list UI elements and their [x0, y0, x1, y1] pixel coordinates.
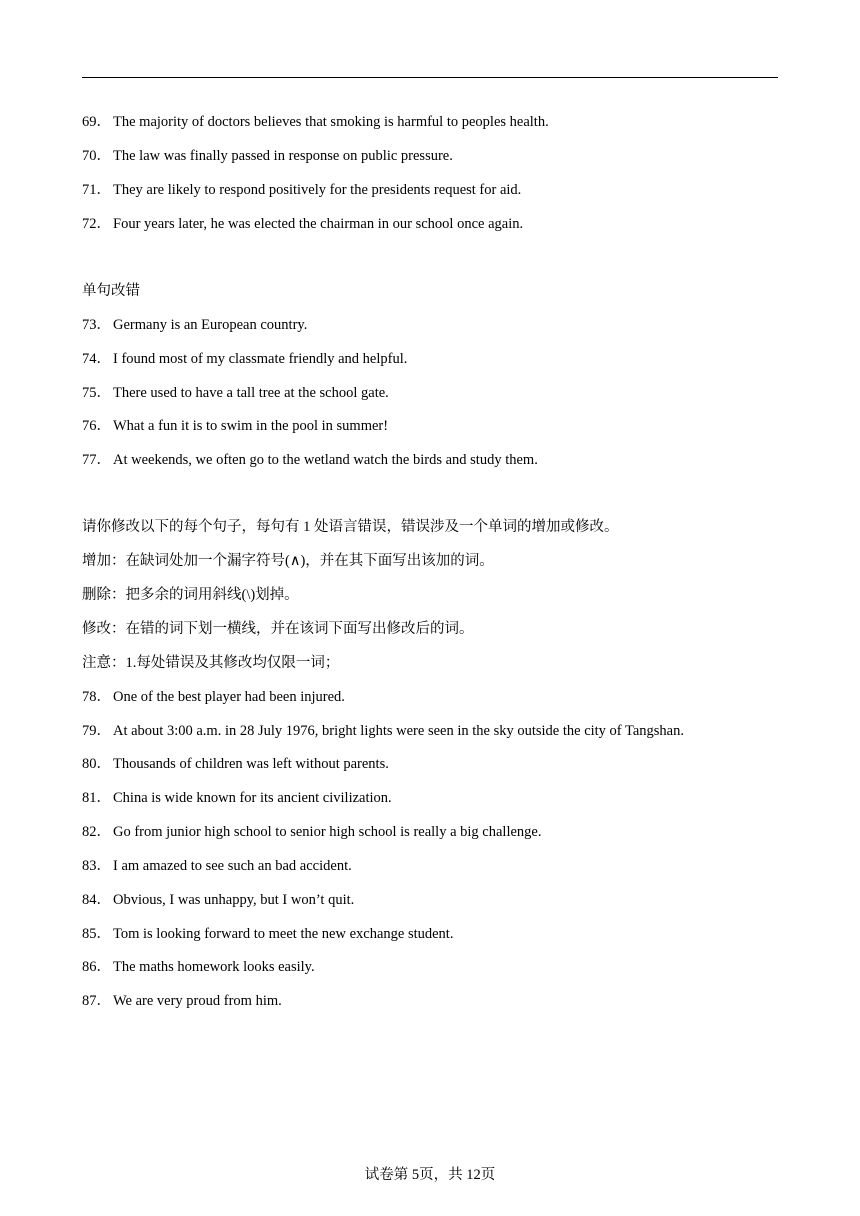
question-number: 79．	[82, 723, 111, 739]
question-number: 80．	[82, 756, 111, 772]
question-number: 78．	[82, 689, 111, 705]
question-text: There used to have a tall tree at the school gate.	[113, 385, 389, 401]
question-text: The law was finally passed in response on public pressure.	[113, 148, 453, 164]
question-82	[82, 823, 541, 841]
question-text: We are very proud from him.	[113, 993, 282, 1009]
question-73	[82, 316, 307, 334]
question-number: 69．	[82, 114, 111, 130]
question-number: 86．	[82, 959, 111, 975]
question-84	[82, 891, 354, 909]
instruction-line: 修改：在错的词下划一横线，并在该词下面写出修改后的词。	[82, 621, 474, 637]
question-number: 75．	[82, 385, 111, 401]
question-number: 72．	[82, 216, 111, 232]
question-text: At weekends, we often go to the wetland watch the birds and study them.	[113, 452, 538, 468]
question-text: Thousands of children was left without parents.	[113, 756, 389, 772]
question-number: 81．	[82, 790, 111, 806]
question-74	[82, 350, 407, 368]
question-70	[82, 147, 453, 165]
question-number: 73．	[82, 317, 111, 333]
question-86	[82, 958, 315, 976]
question-71	[82, 181, 521, 199]
question-77	[82, 451, 538, 469]
question-text: At about 3:00 a.m. in 28 July 1976, bright lights were seen in the sky outside the city of Tangshan.	[113, 723, 684, 739]
question-83	[82, 857, 352, 875]
question-text: China is wide known for its ancient civilization.	[113, 790, 392, 806]
question-number: 77．	[82, 452, 111, 468]
question-number: 71．	[82, 182, 111, 198]
question-text: What a fun it is to swim in the pool in summer!	[113, 418, 389, 434]
question-87	[82, 992, 282, 1010]
question-72	[82, 215, 523, 233]
question-79	[82, 722, 684, 740]
question-80	[82, 755, 389, 773]
question-text: They are likely to respond positively for the presidents request for aid.	[113, 182, 522, 198]
instruction-line: 删除：把多余的词用斜线(\)划掉。	[82, 587, 299, 603]
question-text: The majority of doctors believes that smoking is harmful to peoples health.	[113, 114, 549, 130]
question-text: Obvious, I was unhappy, but I won’t quit.	[113, 892, 355, 908]
question-text: Germany is an European country.	[113, 317, 308, 333]
question-85	[82, 925, 453, 943]
question-text: Four years later, he was elected the chairman in our school once again.	[113, 216, 524, 232]
question-76	[82, 417, 388, 435]
instruction-line: 注意：1.每处错误及其修改均仅限一词；	[82, 655, 340, 671]
question-number: 87．	[82, 993, 111, 1009]
question-text: The maths homework looks easily.	[113, 959, 315, 975]
question-text: Go from junior high school to senior high school is really a big challenge.	[113, 824, 542, 840]
question-number: 83．	[82, 858, 111, 874]
question-number: 85．	[82, 926, 111, 942]
instruction-line: 请你修改以下的每个句子，每句有 1 处语言错误，错误涉及一个单词的增加或修改。	[82, 519, 619, 535]
header-rule	[82, 77, 778, 78]
question-number: 70．	[82, 148, 111, 164]
question-number: 76．	[82, 418, 111, 434]
question-text: Tom is looking forward to meet the new exchange student.	[113, 926, 454, 942]
question-81	[82, 789, 392, 807]
question-number: 74．	[82, 351, 111, 367]
question-69	[82, 113, 549, 131]
instruction-line: 增加：在缺词处加一个漏字符号(∧)，并在其下面写出该加的词。	[82, 553, 494, 569]
question-text: One of the best player had been injured.	[113, 689, 345, 705]
section-heading: 单句改错	[82, 283, 140, 299]
question-number: 84．	[82, 892, 111, 908]
question-text: I am amazed to see such an bad accident.	[113, 858, 352, 874]
question-number: 82．	[82, 824, 111, 840]
page-footer: 试卷第 5页，共 12页	[364, 1167, 496, 1183]
question-78	[82, 688, 345, 706]
question-75	[82, 384, 389, 402]
question-text: I found most of my classmate friendly and helpful.	[113, 351, 408, 367]
